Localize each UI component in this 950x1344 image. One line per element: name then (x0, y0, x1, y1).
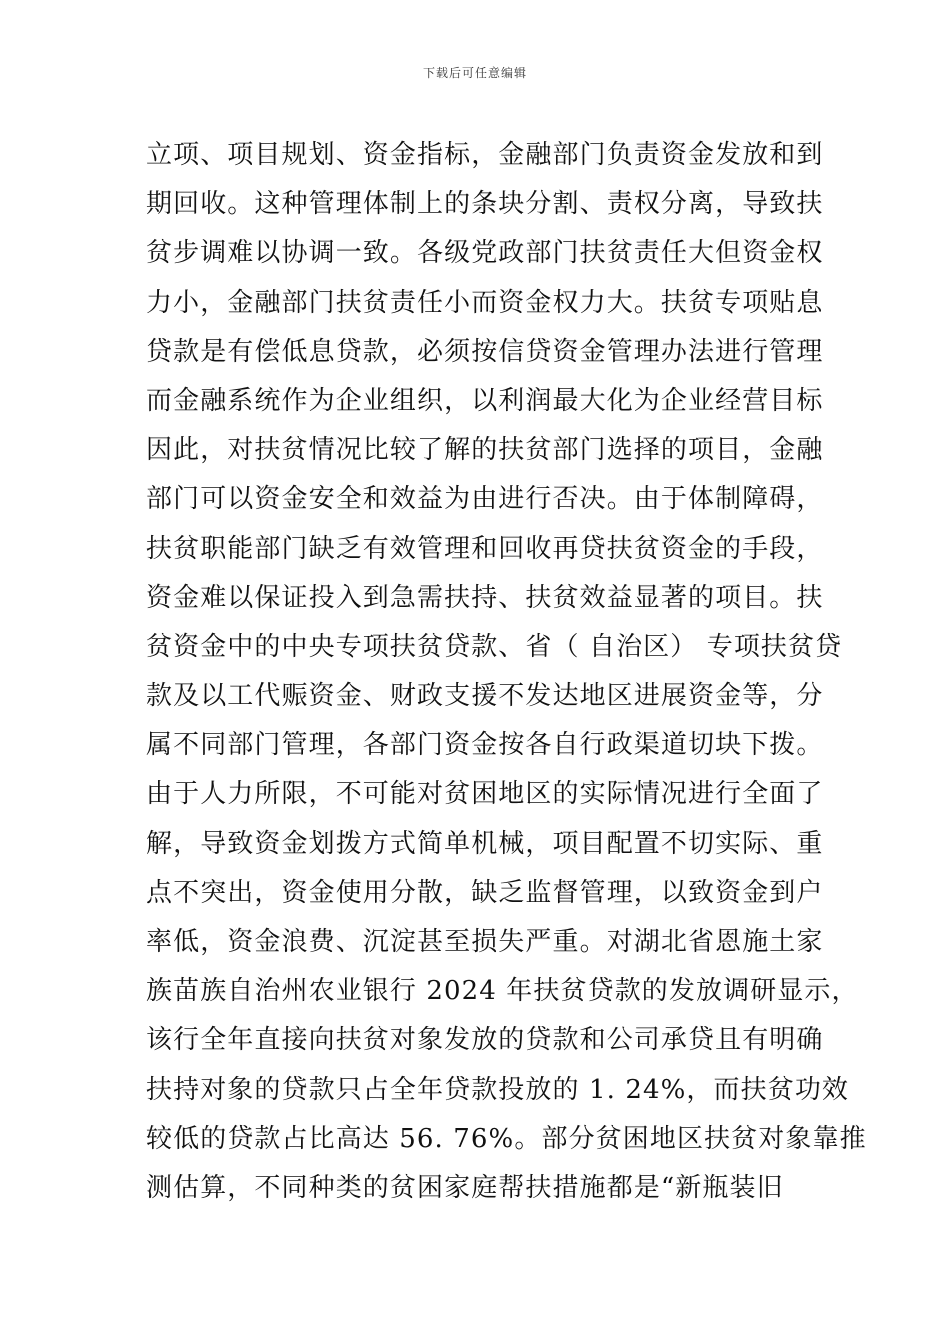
text-line: 扶持对象的贷款只占全年贷款投放的 1. 24%，而扶贫功效 (146, 1074, 850, 1105)
text-line: 该行全年直接向扶贫对象发放的贷款和公司承贷且有明确 (146, 1025, 824, 1056)
text-line: 族苗族自治州农业银行 2024 年扶贫贷款的发放调研显示， (146, 976, 859, 1007)
text-line: 期回收。这种管理体制上的条块分割、责权分离，导致扶 (146, 189, 824, 220)
text-line: 解，导致资金划拨方式简单机械，项目配置不切实际、重 (146, 828, 824, 859)
text-line: 立项、项目规划、资金指标，金融部门负责资金发放和到 (146, 140, 824, 170)
text-line: 款及以工代赈资金、财政支援不发达地区进展资金等，分 (146, 681, 824, 712)
text-line: 而金融系统作为企业组织，以利润最大化为企业经营目标 (146, 385, 824, 416)
text-line: 因此，对扶贫情况比较了解的扶贫部门选择的项目，金融 (146, 435, 824, 466)
text-line: 力小，金融部门扶贫责任小而资金权力大。扶贫专项贴息 (146, 287, 824, 318)
body-paragraph (146, 131, 867, 1213)
text-line: 由于人力所限，不可能对贫困地区的实际情况进行全面了 (146, 779, 824, 810)
text-line: 率低，资金浪费、沉淀甚至损失严重。对湖北省恩施土家 (146, 927, 824, 957)
text-line: 贷款是有偿低息贷款，必须按信贷资金管理办法进行管理 (146, 336, 824, 367)
text-line: 较低的贷款占比高达 56. 76%。部分贫困地区扶贫对象靠推 (146, 1123, 867, 1154)
text-line: 贫步调难以协调一致。各级党政部门扶贫责任大但资金权 (146, 238, 824, 269)
text-line: 贫资金中的中央专项扶贫贷款、省（ 自治区） 专项扶贫贷 (146, 631, 843, 662)
text-line: 测估算，不同种类的贫困家庭帮扶措施都是“新瓶装旧 (146, 1172, 784, 1203)
text-line: 点不突出，资金使用分散，缺乏监督管理，以致资金到户 (146, 877, 824, 908)
text-line: 资金难以保证投入到急需扶持、扶贫效益显著的项目。扶 (146, 582, 824, 613)
text-line: 部门可以资金安全和效益为由进行否决。由于体制障碍， (146, 484, 824, 515)
text-line: 属不同部门管理，各部门资金按各自行政渠道切块下拨。 (146, 730, 824, 761)
text-line: 扶贫职能部门缺乏有效管理和回收再贷扶贫资金的手段， (146, 533, 824, 564)
page-header: 下载后可任意编辑 (422, 66, 527, 80)
